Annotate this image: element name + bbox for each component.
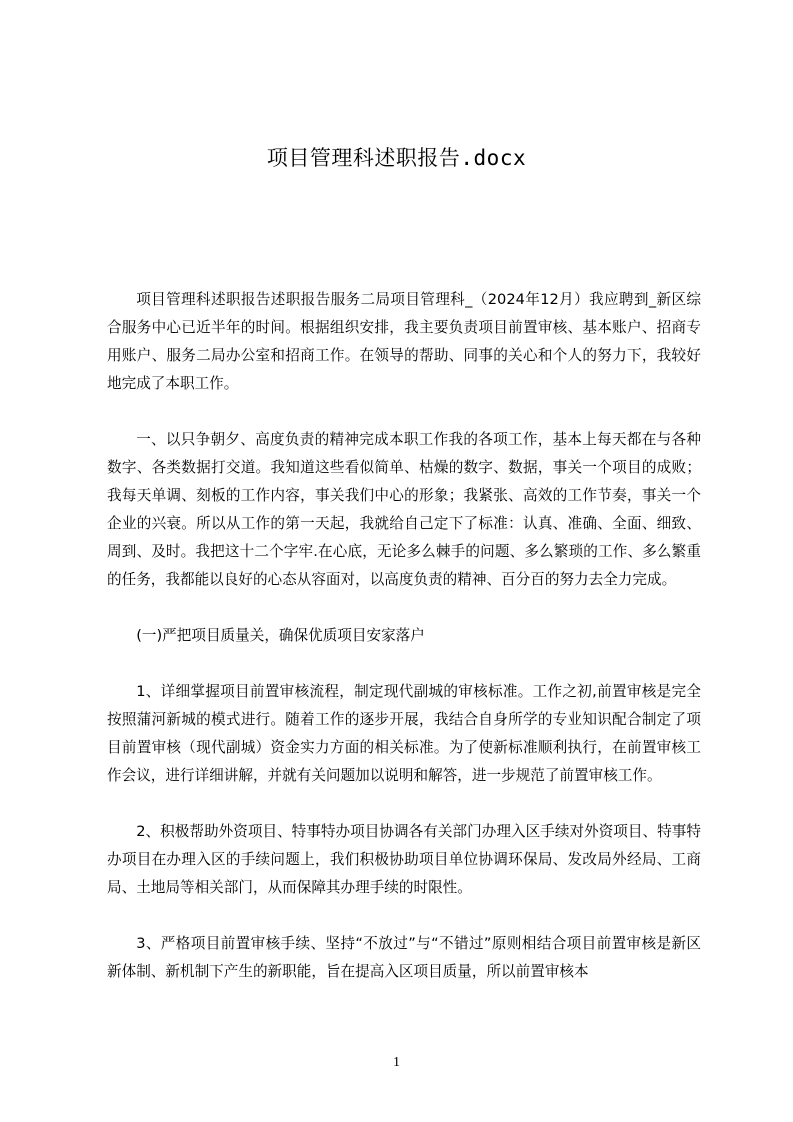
paragraph-item-3: 3、严格项目前置审核手续、坚持“不放过”与“不错过”原则相结合项目前置审核是新区新体制、新机制下产生的新职能，旨在提高入区项目质量，所以前置审核本	[107, 935, 701, 980]
page-number: 1	[393, 1055, 400, 1070]
paragraph-subheading: (一)严把项目质量关，确保优质项目安家落户	[136, 627, 425, 644]
paragraph-intro: 项目管理科述职报告述职报告服务二局项目管理科_（2024年12月）我应聘到_新区综合服务中心已近半年的时间。根据组织安排，我主要负责项目前置审核、基本账户、招商专用账户、服务二局办公室和招商工作。在领导的帮助、同事的关心和个人的努力下，我较好地完成了本职工作。	[107, 291, 701, 392]
paragraph-item-2: 2、积极帮助外资项目、特事特办项目协调各有关部门办理入区手续对外资项目、特事特办项目在办理入区的手续问题上，我们积极协助项目单位协调环保局、发改局外经局、工商局、土地局等相关部门，从而保障其办理手续的时限性。	[107, 823, 701, 896]
paragraph-item-1: 1、详细掌握项目前置审核流程，制定现代副城的审核标准。工作之初,前置审核是完全按照蒲河新城的模式进行。随着工作的逐步开展，我结合自身所学的专业知识配合制定了项目前置审核（现代副城）资金实力方面的相关标准。为了使新标准顺利执行，在前置审核工作会议，进行详细讲解，并就有关问题加以说明和解答，进一步规范了前置审核工作。	[107, 683, 701, 784]
document-title: 项目管理科述职报告.docx	[266, 146, 527, 170]
document-body	[107, 286, 701, 1014]
paragraph-section-1: 一、以只争朝夕、高度负责的精神完成本职工作我的各项工作，基本上每天都在与各种数字、各类数据打交道。我知道这些看似简单、枯燥的数字、数据，事关一个项目的成败；我每天单调、刻板的工作内容，事关我们中心的形象；我紧张、高效的工作节奏，事关一个企业的兴衰。所以从工作的第一天起，我就给自己定下了标准：认真、准确、全面、细致、周到、及时。我把这十二个字牢.在心底，无论多么棘手的问题、多么繁琐的工作、多么繁重的任务，我都能以良好的心态从容面对，以高度负责的精神、百分百的努力去全力完成。	[107, 431, 701, 588]
